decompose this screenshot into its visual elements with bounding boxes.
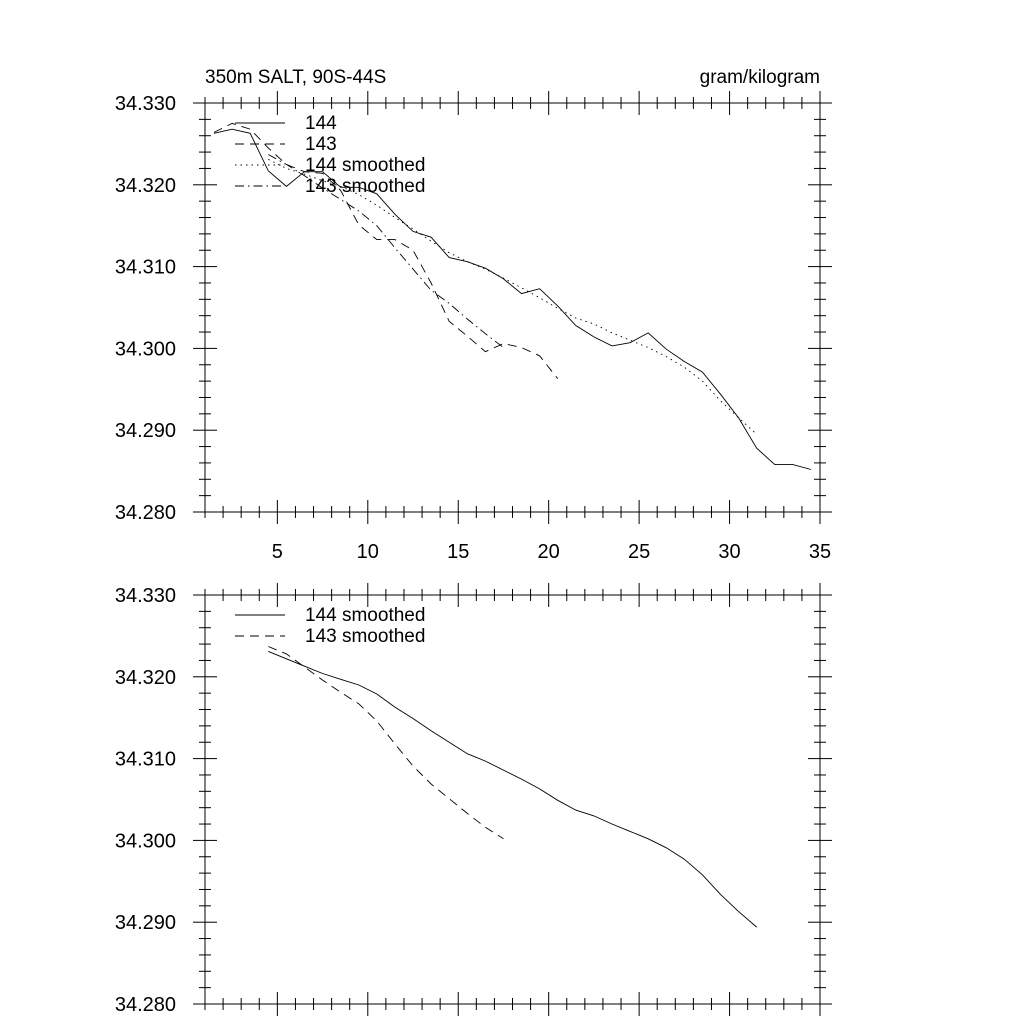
top-panel	[115, 67, 832, 563]
y-tick-label: 34.310	[114, 748, 176, 771]
x-tick-label: 5	[271, 541, 283, 563]
y-tick-label: 34.320	[114, 666, 176, 689]
x-tick-label: 35	[808, 541, 832, 563]
legend-label: 143 smoothed	[305, 176, 426, 197]
y-tick-label: 34.280	[114, 502, 176, 524]
y-tick-label: 34.290	[114, 420, 176, 443]
legend-label: 143 smoothed	[305, 626, 426, 647]
x-tick-label: 15	[447, 541, 470, 563]
series-line-143-smoothed	[268, 647, 503, 839]
y-tick-label: 34.300	[114, 830, 176, 853]
series-line-144	[214, 129, 811, 469]
y-tick-label: 34.290	[114, 912, 176, 935]
chart-title: 350m SALT, 90S-44S	[205, 67, 387, 88]
y-tick-label: 34.280	[114, 994, 176, 1016]
y-tick-label: 34.320	[114, 174, 176, 197]
x-tick-label: 30	[718, 541, 741, 563]
units-label: gram/kilogram	[699, 67, 820, 88]
x-tick-label: 10	[356, 541, 379, 563]
y-tick-label: 34.330	[114, 93, 176, 115]
legend-label: 144 smoothed	[305, 155, 426, 176]
y-tick-label: 34.310	[114, 256, 176, 279]
plot-frame	[205, 595, 820, 1004]
legend-label: 143	[305, 134, 337, 155]
y-tick-label: 34.300	[114, 338, 176, 361]
x-tick-label: 20	[537, 541, 560, 563]
bottom-panel	[115, 583, 832, 1016]
x-tick-label: 25	[627, 541, 651, 563]
series-line-144-smoothed	[268, 159, 756, 434]
y-tick-label: 34.330	[114, 585, 176, 607]
series-line-144-smoothed	[268, 651, 756, 927]
legend-label: 144	[305, 113, 337, 134]
plot-frame	[205, 103, 820, 512]
legend-label: 144 smoothed	[305, 605, 426, 626]
